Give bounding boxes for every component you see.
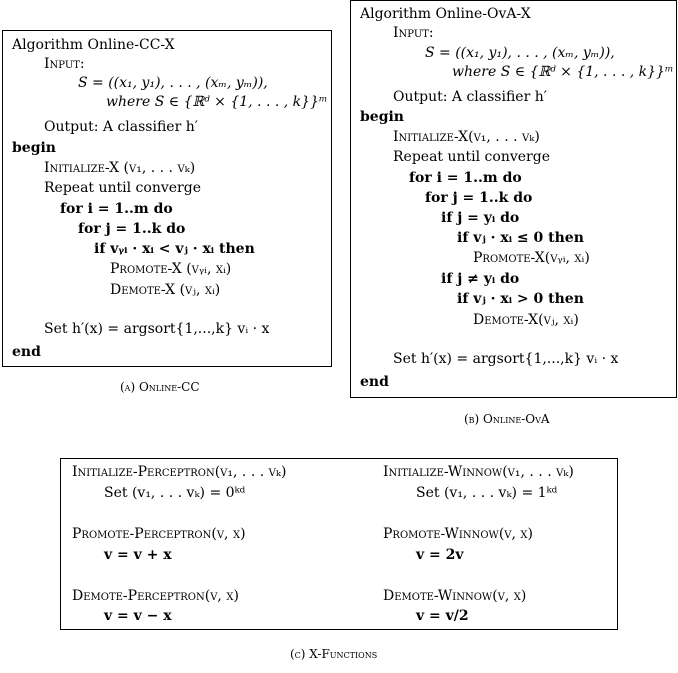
algo-b-for-i: for i = 1..m do [409, 170, 522, 186]
algo-a-demote: Demote-X (vⱼ, xᵢ) [110, 282, 221, 298]
init-perceptron-heading: Initialize-Perceptron(v₁, . . . vₖ) [72, 464, 287, 480]
demote-perceptron-body: v = v − x [104, 608, 172, 624]
promote-perceptron-heading: Promote-Perceptron(v, x) [72, 526, 246, 542]
init-perceptron-body: Set (v₁, . . . vₖ) = 0ᵏᵈ [104, 485, 246, 501]
algo-b-input: Input: [393, 25, 434, 41]
algo-b-repeat: Repeat until converge [393, 149, 550, 165]
algo-b-demote: Demote-X(vⱼ, xᵢ) [473, 312, 579, 328]
algo-a-for-i: for i = 1..m do [60, 201, 173, 217]
algo-a-promote: Promote-X (vᵧᵢ, xᵢ) [110, 261, 232, 277]
algo-a-for-j: for j = 1..k do [78, 221, 186, 237]
caption-a: (a) Online-CC [120, 380, 200, 394]
algo-a-title: Algorithm Online-CC-X [12, 37, 175, 53]
algo-b-for-j: for j = 1..k do [425, 190, 533, 206]
algo-a-s-def: S = ((x₁, y₁), . . . , (xₘ, yₘ)), [78, 75, 268, 91]
algo-b-init: Initialize-X(v₁, . . . vₖ) [393, 129, 540, 145]
algo-b-if-eq: if j = yᵢ do [441, 210, 520, 226]
algo-a-end: end [12, 344, 41, 360]
algo-b-end: end [360, 374, 389, 390]
caption-c: (c) X-Functions [290, 647, 378, 661]
algo-b-set: Set h′(x) = argsort{1,...,k} vᵢ · x [393, 351, 619, 367]
promote-winnow-heading: Promote-Winnow(v, x) [383, 526, 534, 542]
algo-b-begin: begin [360, 109, 404, 125]
algo-a-init: Initialize-X (v₁, . . . vₖ) [44, 160, 196, 176]
algo-b-s-def: S = ((x₁, y₁), . . . , (xₘ, yₘ)), [425, 45, 615, 61]
algo-a-begin: begin [12, 140, 56, 156]
algo-a-output: Output: A classifier h′ [44, 119, 198, 135]
demote-perceptron-heading: Demote-Perceptron(v, x) [72, 588, 239, 604]
init-winnow-heading: Initialize-Winnow(v₁, . . . vₖ) [383, 464, 574, 480]
algo-a-repeat: Repeat until converge [44, 180, 201, 196]
algo-a-if: if vᵧᵢ · xᵢ < vⱼ · xᵢ then [94, 241, 255, 257]
caption-b: (b) Online-OvA [464, 412, 550, 426]
algo-a-s-where: where S ∈ {ℝᵈ × {1, . . . , k}}ᵐ [106, 94, 328, 110]
algo-b-promote: Promote-X(vᵧᵢ, xᵢ) [473, 250, 590, 266]
algo-b-if-ne: if j ≠ yᵢ do [441, 271, 520, 287]
promote-perceptron-body: v = v + x [104, 547, 172, 563]
demote-winnow-heading: Demote-Winnow(v, x) [383, 588, 527, 604]
algo-b-output: Output: A classifier h′ [393, 89, 547, 105]
algo-b-title: Algorithm Online-OvA-X [360, 6, 531, 22]
init-winnow-body: Set (v₁, . . . vₖ) = 1ᵏᵈ [416, 485, 558, 501]
algo-a-set: Set h′(x) = argsort{1,...,k} vᵢ · x [44, 321, 270, 337]
algo-b-s-where: where S ∈ {ℝᵈ × {1, . . . , k}}ᵐ [452, 64, 674, 80]
algo-b-if-gt: if vⱼ · xᵢ > 0 then [457, 291, 584, 307]
algo-b-if-le: if vⱼ · xᵢ ≤ 0 then [457, 230, 584, 246]
algo-a-input: Input: [44, 56, 85, 72]
promote-winnow-body: v = 2v [416, 547, 464, 563]
demote-winnow-body: v = v/2 [416, 608, 469, 624]
